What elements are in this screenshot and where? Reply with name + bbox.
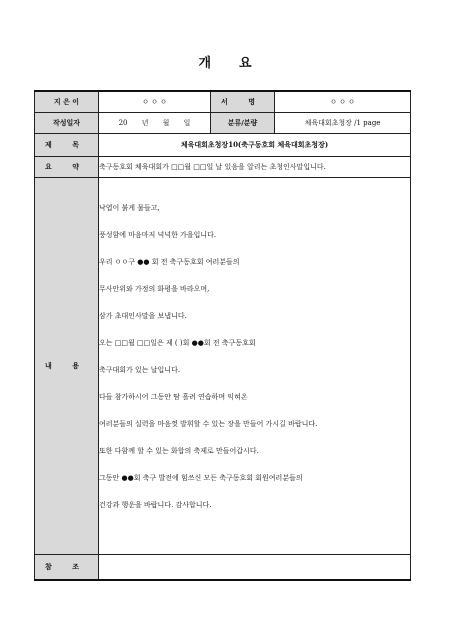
- content-line: 축구대회가 있는 날입니다.: [99, 366, 181, 374]
- category-label: 분류/분량: [211, 113, 275, 134]
- summary-label: 요 약: [35, 157, 99, 178]
- summary-value: 축구동호회 체육대회가 □□월 □□일 날 있음을 알리는 초청인사말입니다.: [99, 157, 411, 178]
- content-line: 무사안위와 가정의 화평을 바라오며,: [99, 285, 210, 293]
- date-value: 20 년 월 일: [99, 113, 211, 134]
- content-row: [35, 178, 411, 555]
- content-label: 내 용: [35, 178, 99, 555]
- date-label: 작성일자: [35, 113, 99, 134]
- content-line: 풍성함에 마음마저 넉넉한 가을입니다.: [99, 231, 217, 239]
- content-line: 다들 참가하시어 그동안 땀 흘려 연습하며 익혀온: [99, 393, 248, 401]
- category-value: 체육대회초청장 /1 page: [275, 113, 411, 134]
- content-line: 건강과 행운을 바랍니다. 감사합니다.: [99, 501, 212, 509]
- page-title: [0, 52, 450, 71]
- title-value: 체육대회초청장10(축구동호회 체육대회초청장): [99, 134, 411, 157]
- signature-value: ㅇ ㅇ ㅇ: [275, 91, 411, 113]
- content-line: 그동안 ●●회 축구 발전에 힘쓰신 모든 축구동호회 회원여러분들의: [99, 474, 303, 482]
- author-value: ㅇ ㅇ ㅇ: [99, 91, 211, 113]
- title-row: [35, 134, 411, 157]
- author-row: [35, 91, 411, 113]
- content-body: [99, 178, 411, 555]
- summary-row: [35, 157, 411, 178]
- author-label: 지 은 이: [35, 91, 99, 113]
- content-line: 여러분들의 실력을 마음껏 발휘할 수 있는 장을 만들어 가시길 바랍니다.: [99, 420, 318, 428]
- title-label: 제 목: [35, 134, 99, 157]
- reference-value: [99, 555, 411, 581]
- date-row: [35, 113, 411, 134]
- reference-label: 참 조: [35, 555, 99, 581]
- content-line: 삼가 초대인사말을 보냅니다.: [99, 312, 187, 320]
- signature-label: 서 명: [211, 91, 275, 113]
- reference-row: [35, 555, 411, 581]
- page-title-char-1: 개: [198, 56, 211, 71]
- document-form-table: [34, 90, 411, 581]
- page-title-char-2: 요: [239, 56, 252, 71]
- content-line: 낙엽이 붉게 물들고,: [99, 204, 160, 212]
- content-line: 우리 ㅇㅇ구 ●● 회 전 축구동호회 여러분들의: [99, 258, 240, 266]
- content-line: 오는 □□월 □□일은 제 ( )회 ●●회 전 축구동호회: [99, 339, 256, 347]
- content-line: 또한 다함께 할 수 있는 화합의 축제로 만들어갑시다.: [99, 447, 259, 455]
